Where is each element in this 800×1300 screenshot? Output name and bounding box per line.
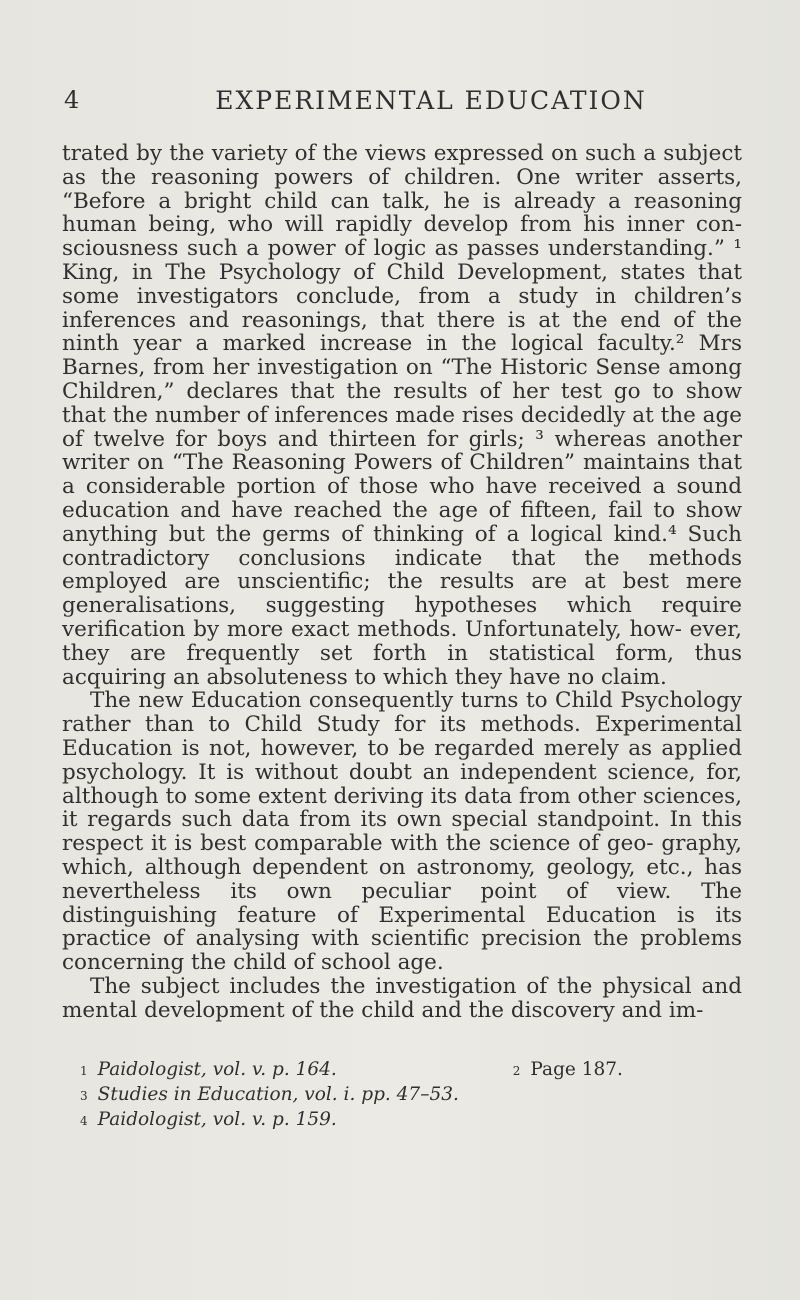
page-header (56, 86, 746, 116)
footnote-number-3: 3 (80, 1089, 88, 1103)
page-number: 4 (64, 86, 81, 114)
footnote-row-3 (80, 1108, 730, 1133)
paragraph-1: trated by the variety of the views expressed on such a subject as the reasoning powers of children. One writer asserts, “Before a bright child can talk, he is already a reasoning human being, who will rapidly develop from his inner con- sciousness such a power of logic as passes understanding.” ¹ King, in The Psychology of Child Development, states that some investigators conclude, from a study in children’s inferences and reasonings, that there is at the end of the ninth year a marked increase in the logical faculty.² Mrs Barnes, from her investigation on “The Historic Sense among Children,” declares that the results of her test go to show that the number of inferences made rises decidedly at the age of twelve for boys and thirteen for girls; ³ whereas another writer on “The Reasoning Powers of Children” maintains that a considerable portion of those who have received a sound education and have reached the age of fifteen, fail to show anything but the germs of thinking of a logical kind.⁴ Such contradictory conclusions indicate that the methods employed are unscientific; the results are at best mere generalisations, suggesting hypotheses which require verification by more exact methods. Unfortunately, how- ever, they are frequently set forth in statistical form, thus acquiring an absoluteness to which they have no claim. (62, 141, 742, 690)
footnote-1: Paidologist, vol. v. p. 164. (97, 1059, 337, 1080)
footnote-row-1 (80, 1058, 730, 1083)
footnote-3: Studies in Education, vol. i. pp. 47–53. (97, 1084, 459, 1105)
footnote-2: Page 187. (530, 1059, 623, 1080)
body-text (62, 142, 742, 1022)
footnote-4: Paidologist, vol. v. p. 159. (97, 1109, 337, 1130)
footnote-number-1: 1 (80, 1064, 88, 1078)
paragraph-3: The subject includes the investigation of the physical and mental development of the child and the discovery and im- (62, 973, 742, 1023)
footnotes (80, 1058, 730, 1133)
footnote-number-4: 4 (80, 1114, 88, 1128)
paragraph-2: The new Education consequently turns to Child Psychology rather than to Child Study for its methods. Experimental Education is not, however, to be regarded merely as applied psychology. It is without doubt an independent science, for, although to some extent deriving its data from other sciences, it regards such data from its own special standpoint. In this respect it is best comparable with the science of geo- graphy, which, although dependent on astronomy, geology, etc., has nevertheless its own peculiar point of view. The distinguishing feature of Experimental Education is its practice of analysing with scientific precision the problems concerning the child of school age. (62, 688, 742, 976)
footnote-row-2 (80, 1083, 730, 1108)
running-title: EXPERIMENTAL EDUCATION (215, 86, 647, 115)
footnote-number-2: 2 (512, 1064, 521, 1078)
